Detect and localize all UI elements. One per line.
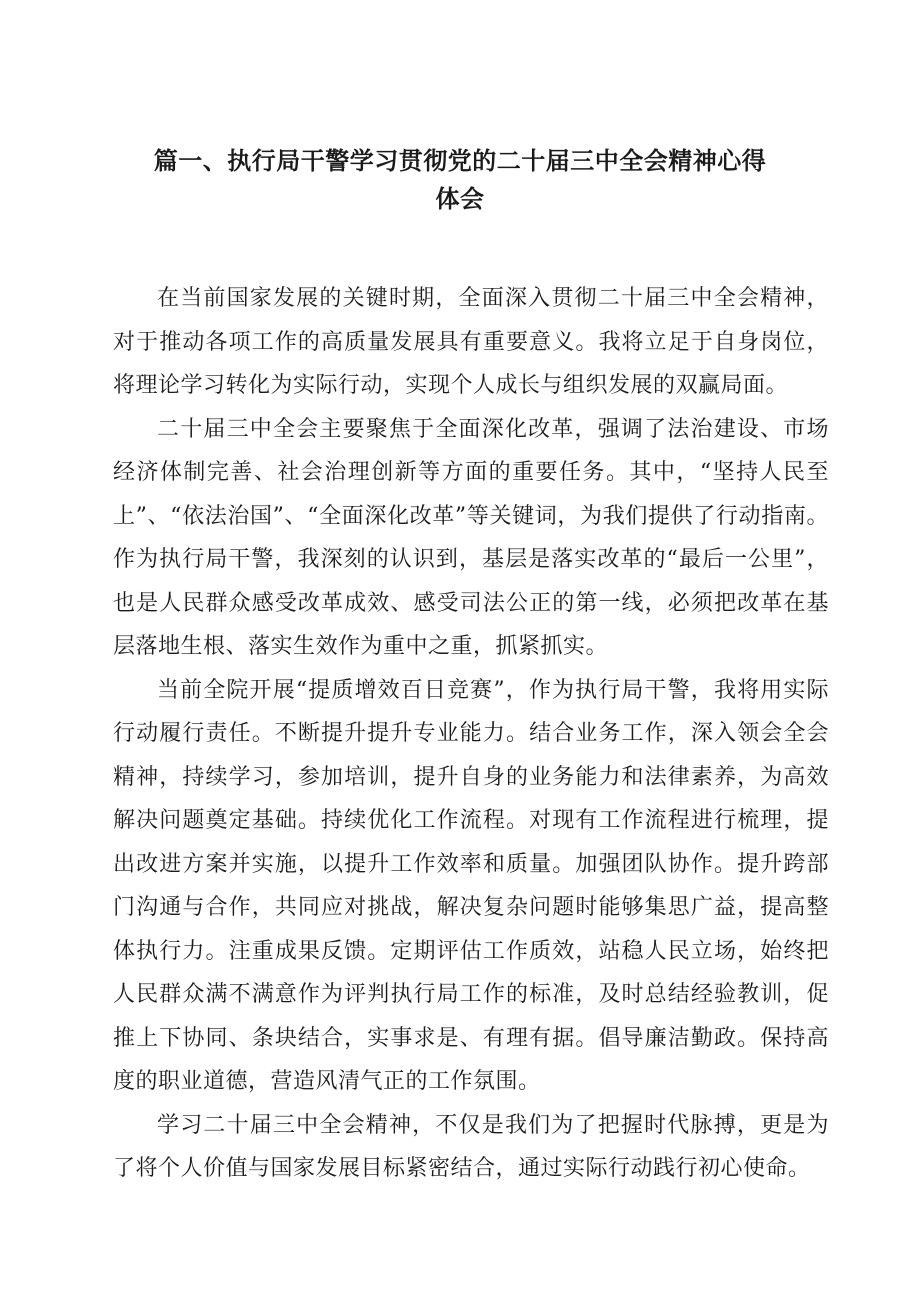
document-body <box>113 277 829 1191</box>
paragraph-4: 学习二十届三中全会精神，不仅是我们为了把握时代脉搏，更是为了将个人价值与国家发展目标紧密结合，通过实际行动践行初心使命。 <box>113 1112 829 1181</box>
paragraph-1: 在当前国家发展的关键时期，全面深入贯彻二十届三中全会精神，对于推动各项工作的高质量发展具有重要意义。我将立足于自身岗位，将理论学习转化为实际行动，实现个人成长与组织发展的双赢局面。 <box>113 286 829 398</box>
document-title <box>100 142 820 218</box>
paragraph-2: 二十届三中全会主要聚焦于全面深化改革，强调了法治建设、市场经济体制完善、社会治理创新等方面的重要任务。其中，“坚持人民至上”、“依法治国”、“全面深化改革”等关键词，为我们提供了行动指南。作为执行局干警，我深刻的认识到，基层是落实改革的“最后一公里”，也是人民群众感受改革成效、感受司法公正的第一线，必须把改革在基层落地生根、落实生效作为重中之重，抓紧抓实。 <box>113 416 829 659</box>
title-line-2: 体会 <box>435 185 485 213</box>
paragraph-3: 当前全院开展“提质增效百日竞赛”，作为执行局干警，我将用实际行动履行责任。不断提升提升专业能力。结合业务工作，深入领会全会精神，持续学习，参加培训，提升自身的业务能力和法律素养，为高效解决问题奠定基础。持续优化工作流程。对现有工作流程进行梳理，提出改进方案并实施，以提升工作效率和质量。加强团队协作。提升跨部门沟通与合作，共同应对挑战，解决复杂问题时能够集思广益，提高整体执行力。注重成果反馈。定期评估工作质效，站稳人民立场，始终把人民群众满不满意作为评判执行局工作的标准，及时总结经验教训，促推上下协同、条块结合，实事求是、有理有据。倡导廉洁勤政。保持高度的职业道德，营造风清气正的工作氛围。 <box>113 677 829 1094</box>
title-line-1: 篇一、执行局干警学习贯彻党的二十届三中全会精神心得 <box>153 147 767 175</box>
